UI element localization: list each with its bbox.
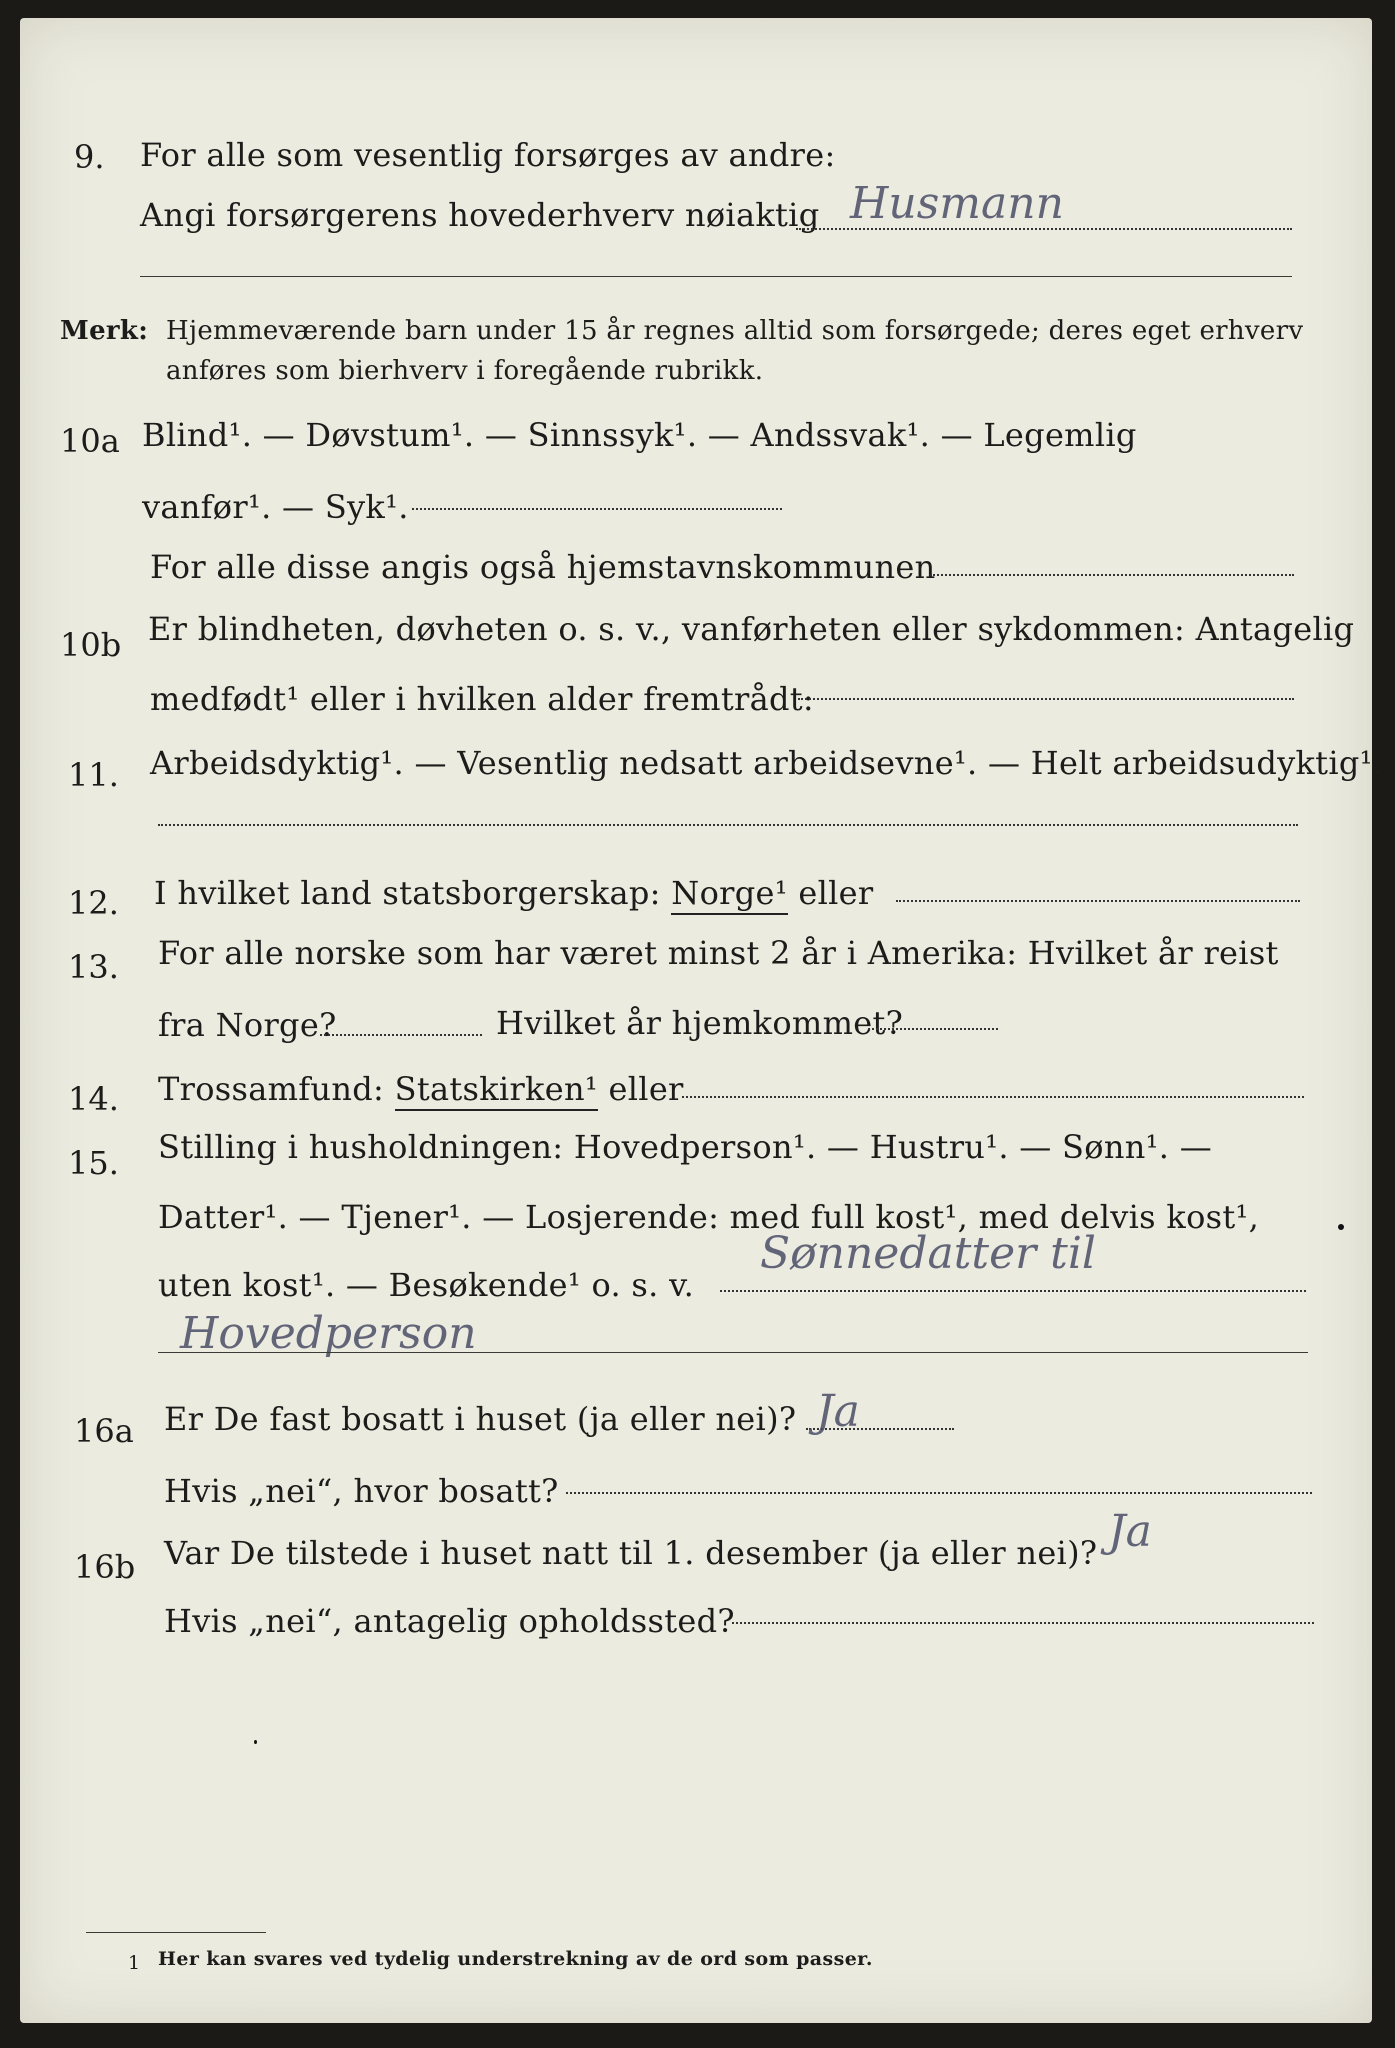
q12-suffix: eller <box>798 874 874 912</box>
q14-statskirken: Statskirken¹ <box>395 1070 598 1111</box>
q16a-number: 16a <box>74 1412 134 1450</box>
q11-line1: Arbeidsdyktig¹. — Vesentlig nedsatt arbeidsevne¹. — Helt arbeidsudyktig¹. <box>150 744 1384 782</box>
q12-line <box>154 874 874 912</box>
q9-line2: Angi forsørgerens hovederhverv nøiaktig <box>140 196 820 234</box>
q9-second-line <box>140 276 1292 277</box>
q14-number: 14. <box>68 1080 119 1118</box>
q14-prefix: Trossamfund: <box>158 1070 385 1108</box>
q9-handwritten-answer: Husmann <box>850 178 1064 229</box>
q10b-answer-line <box>798 698 1294 700</box>
q16a-handwritten-answer: Ja <box>816 1386 860 1437</box>
q15-line2: Datter¹. — Tjener¹. — Losjerende: med full kost¹, med delvis kost¹, <box>158 1198 1260 1236</box>
footnote-divider <box>86 1932 266 1933</box>
q12-number: 12. <box>68 884 119 922</box>
q14-answer-line <box>682 1096 1304 1098</box>
q16b-handwritten-answer: Ja <box>1108 1506 1152 1557</box>
q15-line1: Stilling i husholdningen: Hovedperson¹. — Hustru¹. — Sønn¹. — <box>158 1128 1213 1166</box>
q10b-number: 10b <box>60 626 122 664</box>
q15-handwritten-answer-2: Hovedperson <box>180 1308 477 1359</box>
q14-suffix: eller <box>608 1070 684 1108</box>
q10a-line1: Blind¹. — Døvstum¹. — Sinnssyk¹. — Andssvak¹. — Legemlig <box>142 416 1137 454</box>
q12-prefix: I hvilket land statsborgerskap: <box>154 874 661 912</box>
paper-speck <box>254 1740 257 1744</box>
q13-line2b: Hvilket år hjemkommet? <box>496 1004 904 1042</box>
q10b-line2: medfødt¹ eller i hvilken alder fremtrådt: <box>150 680 814 718</box>
q16b-line1: Var De tilstede i huset natt til 1. desember (ja eller nei)? <box>164 1534 1098 1572</box>
q11-number: 11. <box>68 756 119 794</box>
q12-norge: Norge¹ <box>671 874 788 915</box>
q16b-location-line <box>732 1622 1314 1624</box>
merk-line2: anføres som bierhverv i foregående rubrikk. <box>166 356 764 386</box>
q10b-line1: Er blindheten, døvheten o. s. v., vanførheten eller sykdommen: Antagelig <box>148 610 1355 648</box>
q10a-number: 10a <box>60 422 120 460</box>
q14-line <box>158 1070 684 1108</box>
q16a-residence-line <box>566 1492 1312 1494</box>
q12-answer-line <box>896 900 1300 902</box>
q13-year-returned-line <box>868 1028 998 1030</box>
census-form-page <box>20 18 1384 2023</box>
q13-line2a: fra Norge? <box>158 1006 337 1044</box>
q16a-line1: Er De fast bosatt i huset (ja eller nei)? <box>164 1400 797 1438</box>
q15-line3: uten kost¹. — Besøkende¹ o. s. v. <box>158 1266 695 1304</box>
q13-year-left-line <box>320 1034 482 1036</box>
q10a-hometown-line <box>930 574 1294 576</box>
q15-second-answer-line <box>158 1352 1308 1353</box>
q10a-line3: For alle disse angis også hjemstavnskommunen <box>150 548 936 586</box>
merk-label: Merk: <box>60 316 149 346</box>
q15-answer-line <box>720 1290 1306 1292</box>
q15-handwritten-answer-1: Sønnedatter til <box>760 1228 1096 1279</box>
q16b-number: 16b <box>74 1548 136 1586</box>
q11-answer-line <box>158 824 1298 826</box>
paper-speck <box>1338 1224 1344 1230</box>
q9-line1: For alle som vesentlig forsørges av andre: <box>140 136 836 174</box>
footnote-mark: 1 <box>128 1952 141 1974</box>
q9-number: 9. <box>74 138 105 176</box>
q10a-answer-line <box>412 508 782 510</box>
merk-line1: Hjemmeværende barn under 15 år regnes alltid som forsørgede; deres eget erhverv <box>166 316 1304 346</box>
q16b-line2: Hvis „nei“, antagelig opholdssted? <box>164 1602 735 1640</box>
q15-number: 15. <box>68 1144 119 1182</box>
q16a-line2: Hvis „nei“, hvor bosatt? <box>164 1472 559 1510</box>
q13-line1: For alle norske som har været minst 2 år i Amerika: Hvilket år reist <box>158 934 1279 972</box>
footnote-text: Her kan svares ved tydelig understrekning av de ord som passer. <box>158 1948 873 1970</box>
q10a-line2: vanfør¹. — Syk¹. <box>142 488 409 526</box>
q13-number: 13. <box>68 948 119 986</box>
